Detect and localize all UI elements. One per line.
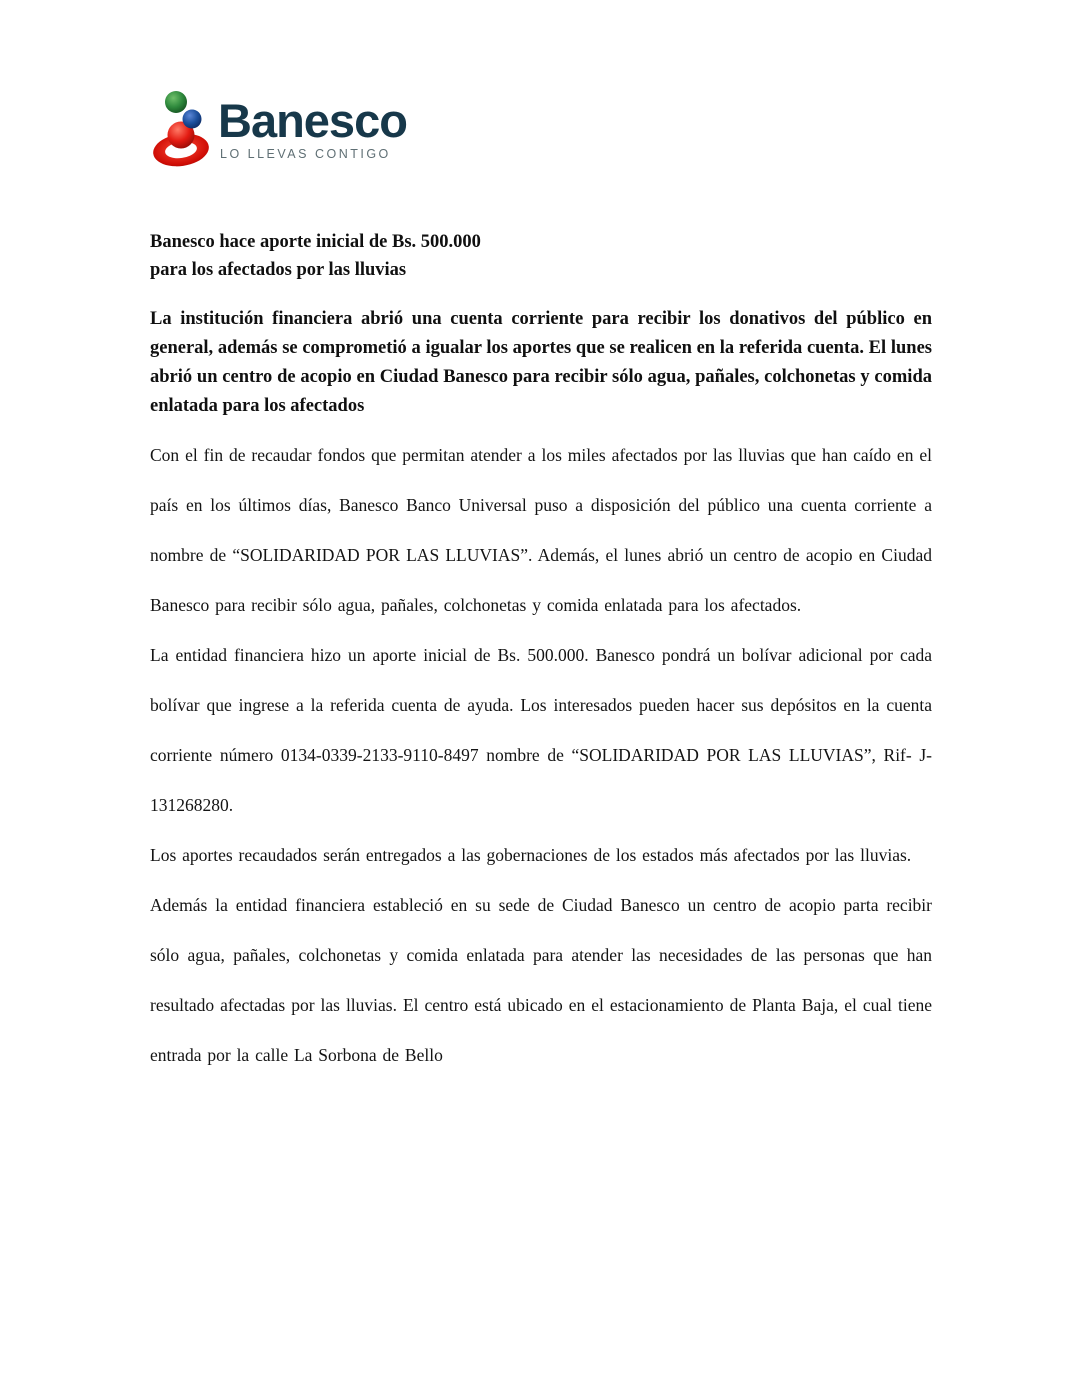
- logo-text-block: [218, 88, 407, 161]
- headline: [150, 228, 932, 284]
- lede-paragraph: La institución financiera abrió una cuenta corriente para recibir los donativos del público en general, además se comprometió a igualar los aportes que se realicen en la referida cuenta. El lunes abrió un centro de acopio en Ciudad Banesco para recibir sólo agua, pañales, colchonetas y comida enlatada para los afectados: [150, 309, 932, 416]
- banesco-spheres-icon: [150, 90, 212, 170]
- article-body: [150, 430, 932, 1080]
- press-release: [150, 88, 932, 1080]
- brand-tagline: LO LLEVAS CONTIGO: [220, 147, 391, 161]
- banesco-logo: [150, 88, 932, 180]
- body-paragraph-4: Además la entidad financiera estableció en su sede de Ciudad Banesco un centro de acopio parta recibir sólo agua, pañales, colchonetas y comida enlatada para atender las necesidades de las personas que han resultado afectadas por las lluvias. El centro está ubicado en el estacionamiento de Planta Baja, el cual tiene entrada por la calle La Sorbona de Bello: [150, 895, 932, 1065]
- headline-line-2: para los afectados por las lluvias: [150, 260, 407, 280]
- body-paragraph-3: Los aportes recaudados serán entregados a las gobernaciones de los estados más afectados por las lluvias.: [150, 845, 912, 865]
- body-paragraph-1: Con el fin de recaudar fondos que permitan atender a los miles afectados por las lluvias que han caído en el país en los últimos días, Banesco Banco Universal puso a disposición del público una cuenta corriente a nombre de “SOLIDARIDAD POR LAS LLUVIAS”. Además, el lunes abrió un centro de acopio en Ciudad Banesco para recibir sólo agua, pañales, colchonetas y comida enlatada para los afectados.: [150, 445, 932, 615]
- body-paragraph-2: La entidad financiera hizo un aporte inicial de Bs. 500.000. Banesco pondrá un bolívar adicional por cada bolívar que ingrese a la referida cuenta de ayuda. Los interesados pueden hacer sus depósitos en la cuenta corriente número 0134-0339-2133-9110-8497 nombre de “SOLIDARIDAD POR LAS LLUVIAS”, Rif- J-131268280.: [150, 645, 932, 815]
- headline-line-1: Banesco hace aporte inicial de Bs. 500.000: [150, 232, 481, 252]
- brand-wordmark: Banesco: [218, 94, 407, 147]
